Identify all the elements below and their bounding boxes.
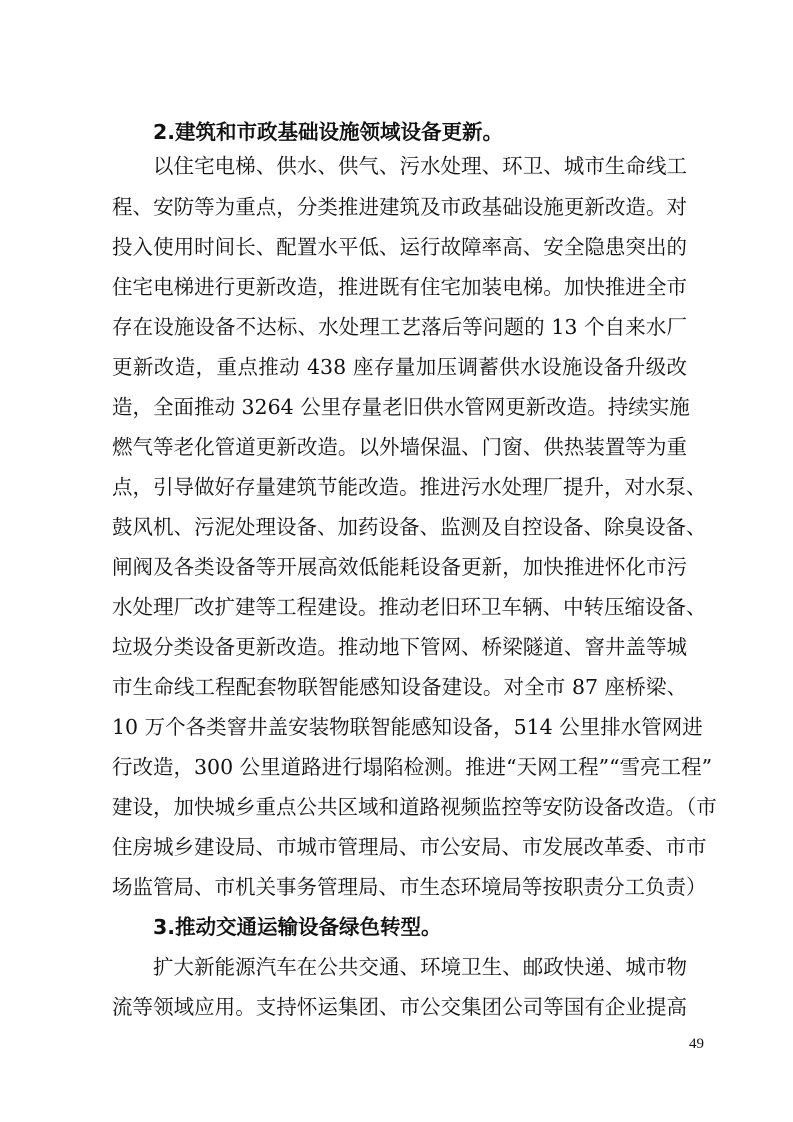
paragraph-line: 市生命线工程配套物联智能感知设备建设。对全市 87 座桥梁、 (112, 675, 687, 699)
paragraph-line: 10 万个各类窨井盖安装物联智能感知设备，514 公里排水管网进 (112, 715, 703, 739)
page-number: 49 (689, 1036, 704, 1052)
paragraph-line: 存在设施设备不达标、水处理工艺落后等问题的 13 个自来水厂 (112, 315, 687, 339)
paragraph-line: 点，引导做好存量建筑节能改造。推进污水处理厂提升，对水泵、 (112, 475, 707, 499)
paragraph-line: 闸阀及各类设备等开展高效低能耗设备更新，加快推进怀化市污 (112, 555, 687, 579)
section-heading-2: 2.建筑和市政基础设施领域设备更新。 (153, 120, 504, 144)
paragraph-line: 扩大新能源汽车在公共交通、环境卫生、邮政快递、城市物 (153, 955, 687, 979)
paragraph-line: 建设，加快城乡重点公共区域和道路视频监控等安防设备改造。（市 (112, 795, 717, 819)
paragraph-line: 水处理厂改扩建等工程建设。推动老旧环卫车辆、中转压缩设备、 (112, 595, 707, 619)
paragraph-line: 鼓风机、污泥处理设备、加药设备、监测及自控设备、除臭设备、 (112, 515, 707, 539)
paragraph-line: 住宅电梯进行更新改造，推进既有住宅加装电梯。加快推进全市 (112, 275, 687, 299)
paragraph-line: 垃圾分类设备更新改造。推动地下管网、桥梁隧道、窨井盖等城 (112, 635, 687, 659)
paragraph-line: 以住宅电梯、供水、供气、污水处理、环卫、城市生命线工 (153, 154, 687, 178)
paragraph-line: 投入使用时间长、配置水平低、运行故障率高、安全隐患突出的 (112, 235, 687, 259)
section-heading-3: 3.推动交通运输设备绿色转型。 (153, 915, 442, 939)
paragraph-line: 流等领域应用。支持怀运集团、市公交集团公司等国有企业提高 (112, 995, 687, 1019)
paragraph-line: 场监管局、市机关事务管理局、市生态环境局等按职责分工负责） (112, 875, 707, 899)
paragraph-line: 住房城乡建设局、市城市管理局、市公安局、市发展改革委、市市 (112, 835, 707, 859)
paragraph-line: 燃气等老化管道更新改造。以外墙保温、门窗、供热装置等为重 (112, 435, 687, 459)
paragraph-line: 行改造，300 公里道路进行塌陷检测。推进“天网工程”“雪亮工程” (112, 755, 713, 779)
paragraph-line: 程、安防等为重点，分类推进建筑及市政基础设施更新改造。对 (112, 195, 687, 219)
paragraph-line: 更新改造，重点推动 438 座存量加压调蓄供水设施设备升级改 (112, 355, 687, 379)
paragraph-line: 造，全面推动 3264 公里存量老旧供水管网更新改造。持续实施 (112, 395, 690, 419)
